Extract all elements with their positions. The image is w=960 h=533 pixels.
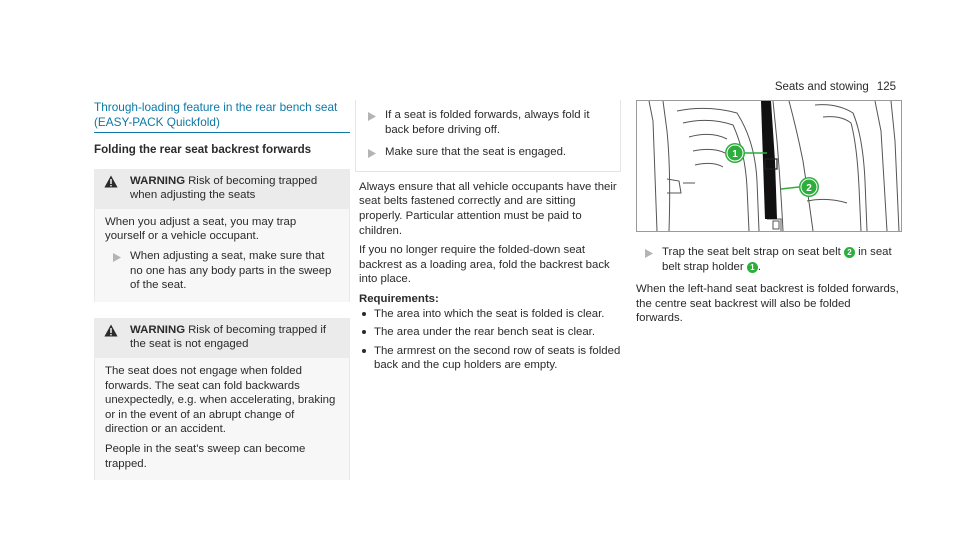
warning-body [94, 358, 350, 480]
left-column [94, 100, 350, 480]
step-arrow-icon [113, 252, 121, 293]
warning-label: WARNING [130, 174, 186, 187]
note-paragraph: When the left-hand seat backrest is folded forwards, the centre seat backrest will also be folded forwards. [636, 283, 899, 325]
instruction-step [105, 249, 339, 293]
seat-belt-illustration-svg [637, 101, 901, 231]
requirements-title: Requirements: [359, 292, 439, 305]
step-text: When adjusting a seat, make sure that no one has any body parts in the sweep of the seat. [130, 249, 332, 292]
instruction-step [360, 145, 612, 163]
section-title [94, 100, 350, 129]
instruction-step [636, 245, 900, 274]
warning-box-2 [94, 318, 350, 480]
section-title-line-1: Through-loading feature in the rear bench seat [94, 100, 338, 114]
warning-text: People in the seat's sweep can become trapped. [105, 442, 306, 470]
list-item: The area under the rear bench seat is clear. [359, 325, 621, 340]
figure-callout-1: 1 [732, 149, 738, 160]
step-arrow-icon [645, 248, 653, 274]
section-name: Seats and stowing [774, 81, 869, 93]
list-item: The armrest on the second row of seats is folded back and the cup holders are empty. [359, 344, 621, 373]
instruction-step [360, 108, 612, 137]
paragraph: If you no longer require the folded-down seat backrest as a loading area, fold the backrest back into place. [359, 244, 610, 286]
figure-callout-2: 2 [806, 183, 812, 194]
warning-text: When you adjust a seat, you may trap yourself or a vehicle occupant. [105, 215, 297, 243]
warning-header [94, 169, 350, 209]
callout-2-icon [799, 177, 819, 197]
page-number: 125 [876, 81, 896, 93]
warning-heading: Risk of becoming trapped if the seat is not engaged [130, 323, 327, 351]
seat-belt-illustration [636, 100, 902, 232]
warning-triangle-icon [104, 324, 120, 352]
section-title-line-2: (EASY-PACK Quickfold) [94, 114, 220, 129]
list-item: The area into which the seat is folded is clear. [359, 307, 621, 322]
paragraph: Always ensure that all vehicle occupants have their seat belts fastened correctly and are sitting properly. Particular attention must be paid to children. [359, 180, 617, 237]
middle-column [355, 100, 621, 377]
warning-box-1 [94, 169, 350, 302]
step-text: Make sure that the seat is engaged. [385, 146, 567, 159]
warning-label: WARNING [130, 323, 186, 336]
callout-badge-1: 1 [747, 262, 758, 273]
warning-heading: Risk of becoming trapped when adjusting the seats [130, 174, 318, 202]
warning-triangle-icon [104, 175, 120, 203]
step-arrow-icon [368, 111, 376, 137]
warning-body [94, 209, 350, 302]
right-column [636, 100, 900, 326]
running-head [775, 80, 896, 95]
warning-header [94, 318, 350, 358]
callout-badge-2: 2 [844, 247, 855, 258]
continued-warning-steps [355, 100, 621, 172]
callout-1-icon [725, 143, 745, 163]
step-text: Trap the seat belt strap on seat belt 2 in seat belt strap holder 1 . [662, 246, 892, 273]
step-arrow-icon [368, 148, 376, 163]
step-text: If a seat is folded forwards, always fold it back before driving off. [385, 109, 590, 136]
warning-text: The seat does not engage when folded forwards. The seat can fold backwards unexpectedly, e.g. when accelerating, braking or in the event of an abrupt change of direction or an accident. [105, 364, 336, 436]
requirements-list [359, 307, 621, 373]
subheading: Folding the rear seat backrest forwards [94, 143, 312, 156]
title-divider [94, 132, 350, 133]
